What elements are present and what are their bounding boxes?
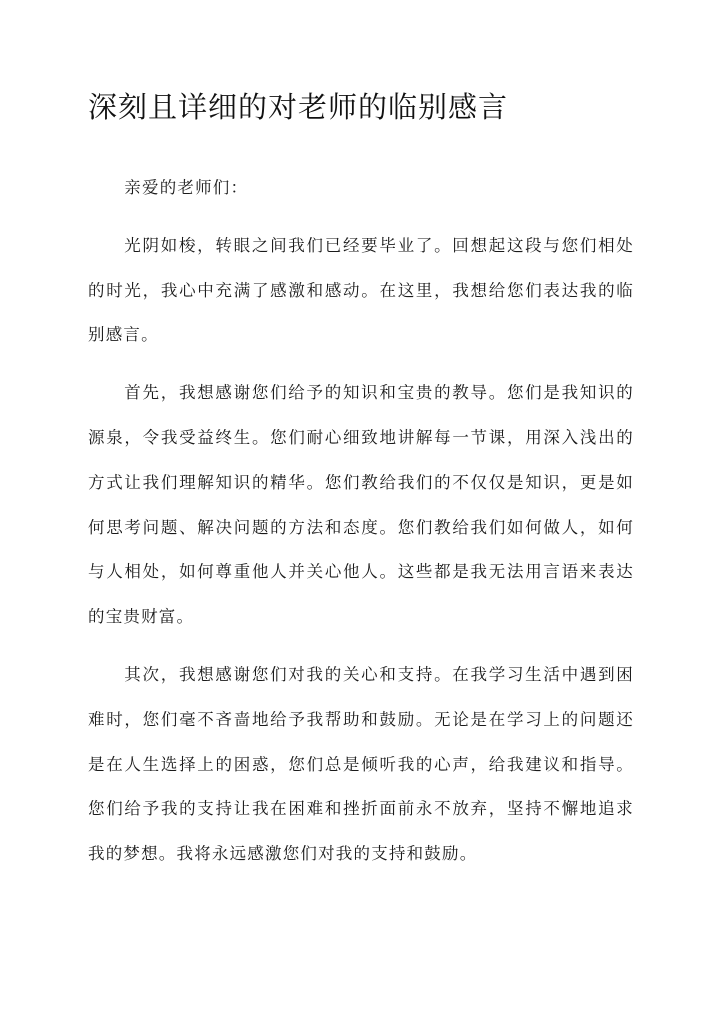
gratitude-support-paragraph: 其次，我想感谢您们对我的关心和支持。在我学习生活中遇到困难时，您们毫不吝啬地给予我帮助和鼓励。无论是在学习上的问题还是在人生选择上的困惑，您们总是倾听我的心声，给我建议和指导。您们给予我的支持让我在困难和挫折面前永不放弃，坚持不懈地追求我的梦想。我将永远感激您们对我的支持和鼓励。 [88,664,634,864]
document-body [88,166,634,877]
document-title: 深刻且详细的对老师的临别感言 [88,90,509,124]
gratitude-knowledge-paragraph: 首先，我想感谢您们给予的知识和宝贵的教导。您们是我知识的源泉，令我受益终生。您们耐心细致地讲解每一节课，用深入浅出的方式让我们理解知识的精华。您们教给我们的不仅仅是知识，更是如何思考问题、解决问题的方法和态度。您们教给我们如何做人，如何与人相处，如何尊重他人并关心他人。这些都是我无法用言语来表达的宝贵财富。 [88,383,634,627]
intro-paragraph: 光阴如梭，转眼之间我们已经要毕业了。回想起这段与您们相处的时光，我心中充满了感激和感动。在这里，我想给您们表达我的临别感言。 [88,235,634,345]
salutation-paragraph: 亲爱的老师们： [124,178,249,197]
